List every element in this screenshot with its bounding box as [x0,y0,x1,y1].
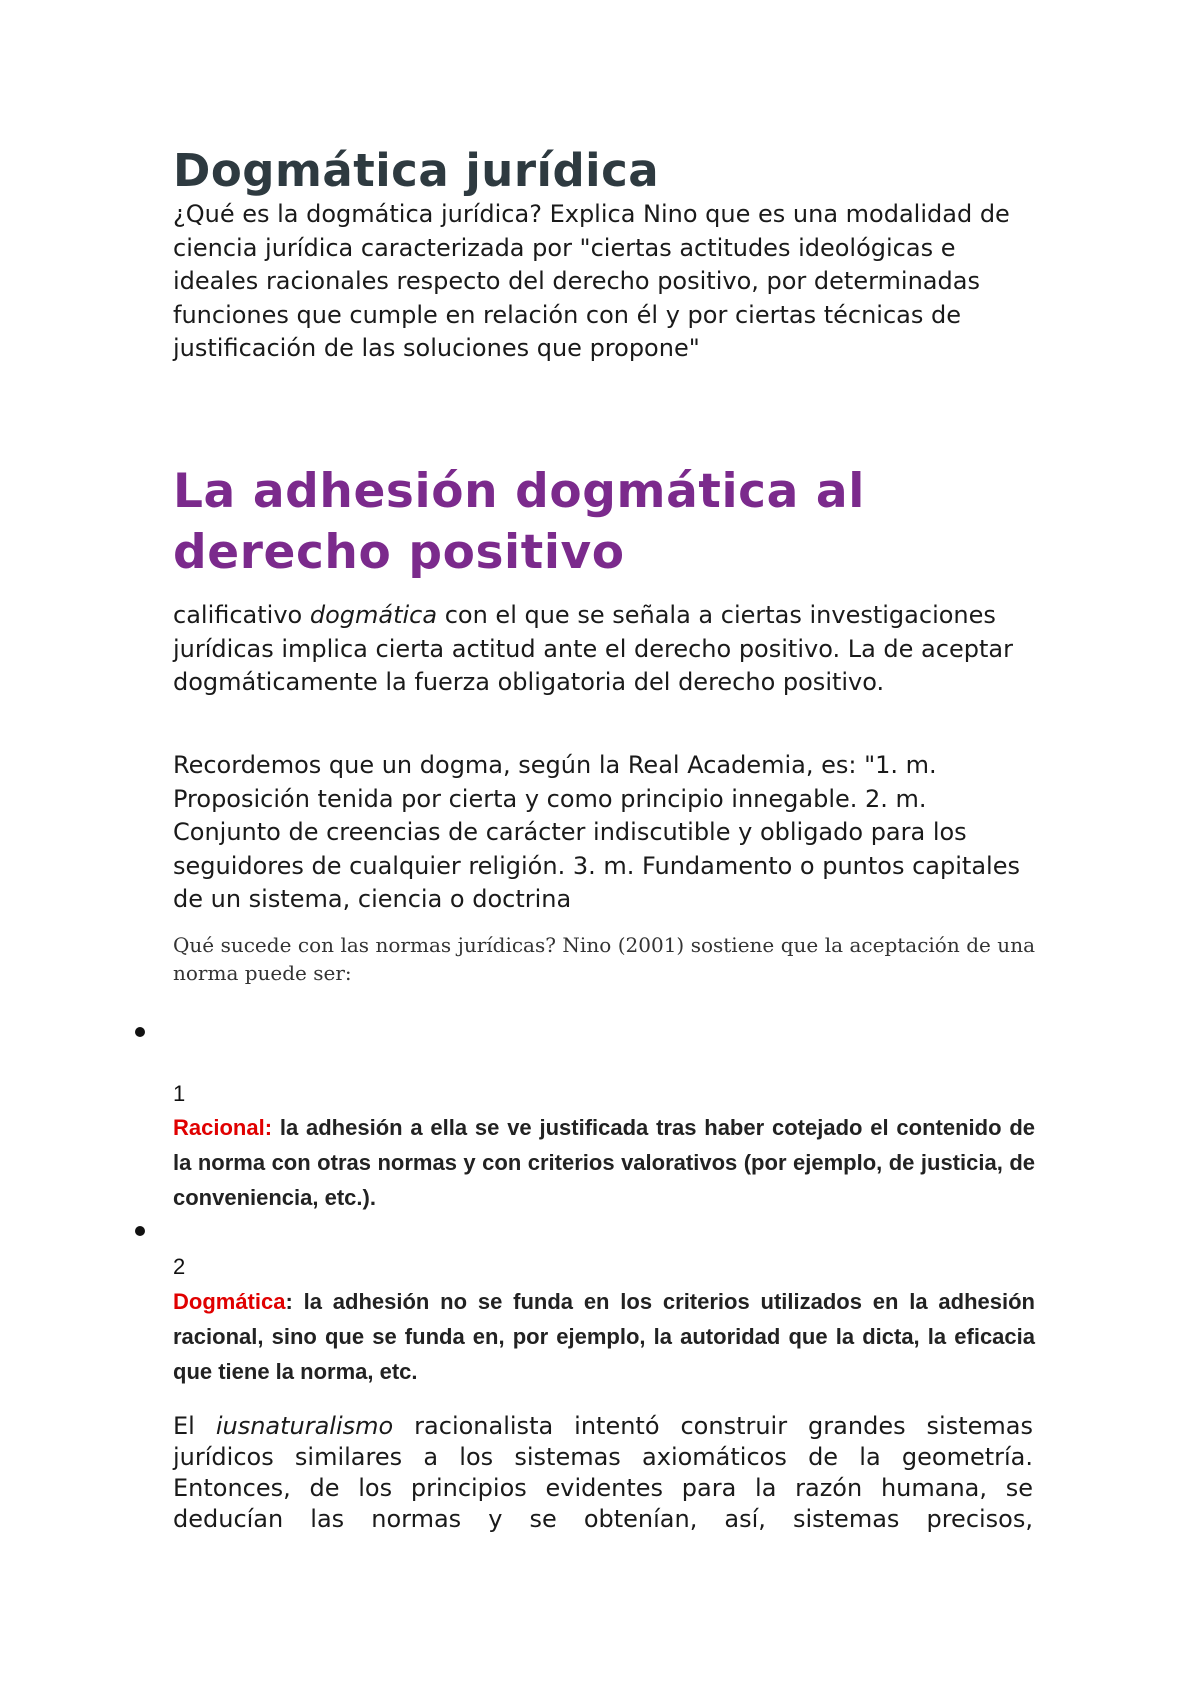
emphasis-text: dogmática [309,601,438,629]
page-title: Dogmática jurídica [173,144,660,197]
emphasis-text: iusnaturalismo [215,1412,394,1440]
paragraph-text: El [173,1412,216,1440]
paragraph-nino-question: Qué sucede con las normas jurídicas? Nino (2001) sostiene que la aceptación de una norma puede ser: [173,933,1035,985]
paragraph-dogma-definition: Recordemos que un dogma, según la Real Academia, es: "1. m. Proposición tenida por cierta y como principio innegable. 2. m. Conjunto de creencias de carácter indiscutible y obligado para los seguidores de cualquier religión. 3. m. Fundamento o puntos capitales de un sistema, ciencia o doctrina [173,751,1020,913]
intro-paragraph: ¿Qué es la dogmática jurídica? Explica Nino que es una modalidad de ciencia jurídica caracterizada por "ciertas actitudes ideológicas e ideales racionales respecto del derecho positivo, por determinadas funciones que cumple en relación con él y por ciertas técnicas de justificación de las soluciones que propone" [173,200,1010,362]
paragraph-text: con el que se señala a ciertas investigaciones jurídicas implica cierta actitud ante el derecho positivo. La de aceptar dogmáticamente la fuerza obligatoria del derecho positivo. [173,601,1013,696]
list-item-number: 2 [173,1254,186,1279]
section-heading: La adhesión dogmática al derecho positivo [173,464,865,580]
paragraph-text: racionalista intentó construir grandes sistemas jurídicos similares a los sistemas axiomáticos de la geometría. Entonces, de los principios evidentes para la razón humana, se deducían las normas y se obtenían, así, sistemas precisos, [173,1412,1033,1533]
paragraph-calificativo [173,599,1033,700]
bullet-icon [135,1027,145,1037]
bullet-icon [135,1226,145,1236]
list-item-term: Racional: [173,1115,273,1140]
list-item-racional [173,1110,1035,1215]
list-item-text: la adhesión a ella se ve justificada tras haber cotejado el contenido de la norma con otras normas y con criterios valorativos (por ejemplo, de justicia, de conveniencia, etc.). [173,1115,1035,1210]
paragraph-iusnaturalismo [173,1411,1033,1535]
list-item-dogmatica [173,1284,1035,1389]
list-item-number: 1 [173,1081,186,1106]
list-item-term: Dogmática [173,1289,286,1314]
list-item-text: : la adhesión no se funda en los criterios utilizados en la adhesión racional, sino que se funda en, por ejemplo, la autoridad que la dicta, la eficacia que tiene la norma, etc. [173,1289,1035,1384]
paragraph-text: calificativo [173,601,310,629]
